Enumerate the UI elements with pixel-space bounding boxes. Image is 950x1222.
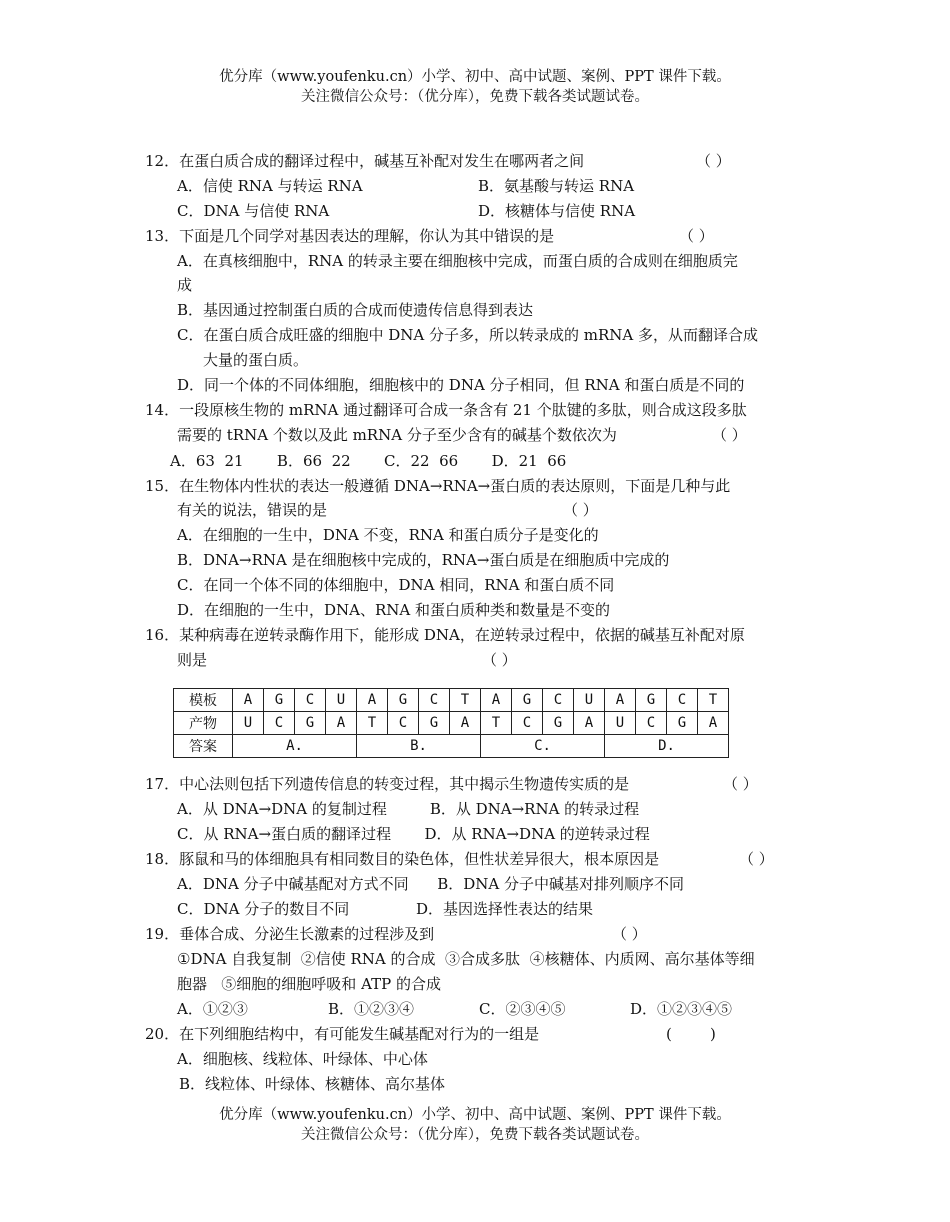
template-base: G: [264, 689, 295, 712]
template-base: C: [419, 689, 450, 712]
answer-option-b: B.: [357, 735, 481, 758]
q16-stem-line2: 则是: [177, 651, 208, 669]
product-base: C: [388, 712, 419, 735]
product-row: [174, 712, 729, 735]
q12-option-c: C．DNA 与信使 RNA: [177, 202, 330, 220]
product-base: C: [264, 712, 295, 735]
product-base: A: [698, 712, 729, 735]
q18-stem: 18．豚鼠和马的体细胞具有相同数目的染色体，但性状差异很大，根本原因是: [145, 850, 660, 868]
product-base: T: [481, 712, 512, 735]
q12-option-d: D．核糖体与信使 RNA: [478, 202, 636, 220]
q17-answer-bracket: （ ）: [723, 775, 758, 793]
header-line-2: 关注微信公众号：（优分库），免费下载各类试题试卷。: [301, 89, 649, 105]
q15-option-a: A．在细胞的一生中，DNA 不变，RNA 和蛋白质分子是变化的: [177, 526, 599, 544]
footer-line-2: 关注微信公众号：（优分库），免费下载各类试题试卷。: [301, 1127, 649, 1143]
q14-stem-line1: 14．一段原核生物的 mRNA 通过翻译可合成一条含有 21 个肽键的多肽，则合成这段多肽: [145, 401, 747, 419]
header-line-1: 优分库（www.youfenku.cn）小学、初中、高中试题、案例、PPT 课件下载。: [219, 69, 731, 85]
template-base: A: [605, 689, 636, 712]
answer-row: [174, 735, 729, 758]
template-base: G: [636, 689, 667, 712]
q17-stem: 17．中心法则包括下列遗传信息的转变过程，其中揭示生物遗传实质的是: [145, 775, 630, 793]
q18-answer-bracket: （ ）: [739, 850, 774, 868]
product-base: G: [295, 712, 326, 735]
product-base: G: [667, 712, 698, 735]
product-base: A: [574, 712, 605, 735]
page-footer: [0, 1105, 950, 1145]
q19-option-d: D．①②③④⑤: [630, 1000, 733, 1018]
q18-options-cd: C．DNA 分子的数目不同 D．基因选择性表达的结果: [177, 900, 594, 918]
product-base: T: [357, 712, 388, 735]
row-label-answer: 答案: [174, 735, 233, 758]
row-label-product: 产物: [174, 712, 233, 735]
product-base: C: [636, 712, 667, 735]
q15-option-c: C．在同一个体不同的体细胞中，DNA 相同，RNA 和蛋白质不同: [177, 576, 615, 594]
template-base: C: [543, 689, 574, 712]
q13-option-d: D．同一个体的不同体细胞，细胞核中的 DNA 分子相同，但 RNA 和蛋白质是不同的: [177, 376, 745, 394]
q13-option-a-line2: 成: [177, 276, 193, 294]
q13-option-c-line2: 大量的蛋白质。: [203, 351, 309, 369]
template-base: G: [512, 689, 543, 712]
q14-stem-line2: 需要的 tRNA 个数以及此 mRNA 分子至少含有的碱基个数依次为: [177, 426, 617, 444]
answer-option-d: D.: [605, 735, 729, 758]
q13-answer-bracket: （ ）: [679, 227, 714, 245]
q19-answer-bracket: （ ）: [612, 925, 647, 943]
q20-option-a: A．细胞核、线粒体、叶绿体、中心体: [177, 1050, 428, 1068]
template-base: T: [450, 689, 481, 712]
q17-options-ab: A．从 DNA→DNA 的复制过程 B．从 DNA→RNA 的转录过程: [177, 800, 640, 818]
template-base: C: [667, 689, 698, 712]
template-base: C: [295, 689, 326, 712]
product-base: C: [512, 712, 543, 735]
q12-option-b: B．氨基酸与转运 RNA: [478, 177, 635, 195]
q12-option-a: A．信使 RNA 与转运 RNA: [177, 177, 363, 195]
q20-option-b: B．线粒体、叶绿体、核糖体、高尔基体: [179, 1075, 446, 1093]
q19-option-c: C．②③④⑤: [479, 1000, 566, 1018]
row-label-template: 模板: [174, 689, 233, 712]
q12-stem: 12．在蛋白质合成的翻译过程中，碱基互补配对发生在哪两者之间: [145, 152, 585, 170]
template-base: G: [388, 689, 419, 712]
product-base: A: [450, 712, 481, 735]
q13-option-b: B．基因通过控制蛋白质的合成而使遗传信息得到表达: [177, 301, 534, 319]
template-base: U: [326, 689, 357, 712]
product-base: A: [326, 712, 357, 735]
q19-option-b: B．①②③④: [328, 1000, 415, 1018]
q13-option-c-line1: C．在蛋白质合成旺盛的细胞中 DNA 分子多，所以转录成的 mRNA 多，从而翻译合成: [177, 326, 759, 344]
product-base: G: [543, 712, 574, 735]
q15-stem-line2: 有关的说法，错误的是: [177, 501, 328, 519]
q18-options-ab: A．DNA 分子中碱基配对方式不同 B．DNA 分子中碱基对排列顺序不同: [177, 875, 684, 893]
q14-answer-bracket: （ ）: [712, 426, 747, 444]
page-header: [0, 67, 950, 107]
q13-stem: 13．下面是几个同学对基因表达的理解，你认为其中错误的是: [145, 227, 555, 245]
q19-items-line1: ①DNA 自我复制 ②信使 RNA 的合成 ③合成多肽 ④核糖体、内质网、高尔基体等细: [177, 950, 755, 968]
product-base: G: [419, 712, 450, 735]
q16-stem-line1: 16．某种病毒在逆转录酶作用下，能形成 DNA，在逆转录过程中，依据的碱基互补配对原: [145, 626, 745, 644]
q15-option-b: B．DNA→RNA 是在细胞核中完成的，RNA→蛋白质是在细胞质中完成的: [177, 551, 670, 569]
template-base: A: [233, 689, 264, 712]
q12-answer-bracket: （ ）: [696, 152, 731, 170]
product-base: U: [605, 712, 636, 735]
product-base: U: [233, 712, 264, 735]
q15-option-d: D．在细胞的一生中，DNA、RNA 和蛋白质种类和数量是不变的: [177, 601, 611, 619]
q16-answer-bracket: （ ）: [482, 651, 517, 669]
q20-answer-bracket: ( ): [666, 1025, 716, 1043]
q14-options: A．63 21 B．66 22 C．22 66 D．21 66: [170, 452, 567, 470]
template-row: [174, 689, 729, 712]
answer-option-a: A.: [233, 735, 357, 758]
template-base: A: [481, 689, 512, 712]
q19-items-line2: 胞器 ⑤细胞的细胞呼吸和 ATP 的合成: [177, 975, 441, 993]
base-pairing-table: [173, 688, 729, 758]
q20-stem: 20．在下列细胞结构中，有可能发生碱基配对行为的一组是: [145, 1025, 540, 1043]
q19-option-a: A．①②③: [177, 1000, 248, 1018]
template-base: U: [574, 689, 605, 712]
template-base: T: [698, 689, 729, 712]
q13-option-a-line1: A．在真核细胞中，RNA 的转录主要在细胞核中完成，而蛋白质的合成则在细胞质完: [177, 252, 738, 270]
q15-answer-bracket: （ ）: [563, 501, 598, 519]
footer-line-1: 优分库（www.youfenku.cn）小学、初中、高中试题、案例、PPT 课件下载。: [219, 1107, 731, 1123]
q15-stem-line1: 15．在生物体内性状的表达一般遵循 DNA→RNA→蛋白质的表达原则，下面是几种与此: [145, 477, 731, 495]
template-base: A: [357, 689, 388, 712]
q19-stem: 19．垂体合成、分泌生长激素的过程涉及到: [145, 925, 435, 943]
answer-option-c: C.: [481, 735, 605, 758]
q17-options-cd: C．从 RNA→蛋白质的翻译过程 D．从 RNA→DNA 的逆转录过程: [177, 825, 650, 843]
